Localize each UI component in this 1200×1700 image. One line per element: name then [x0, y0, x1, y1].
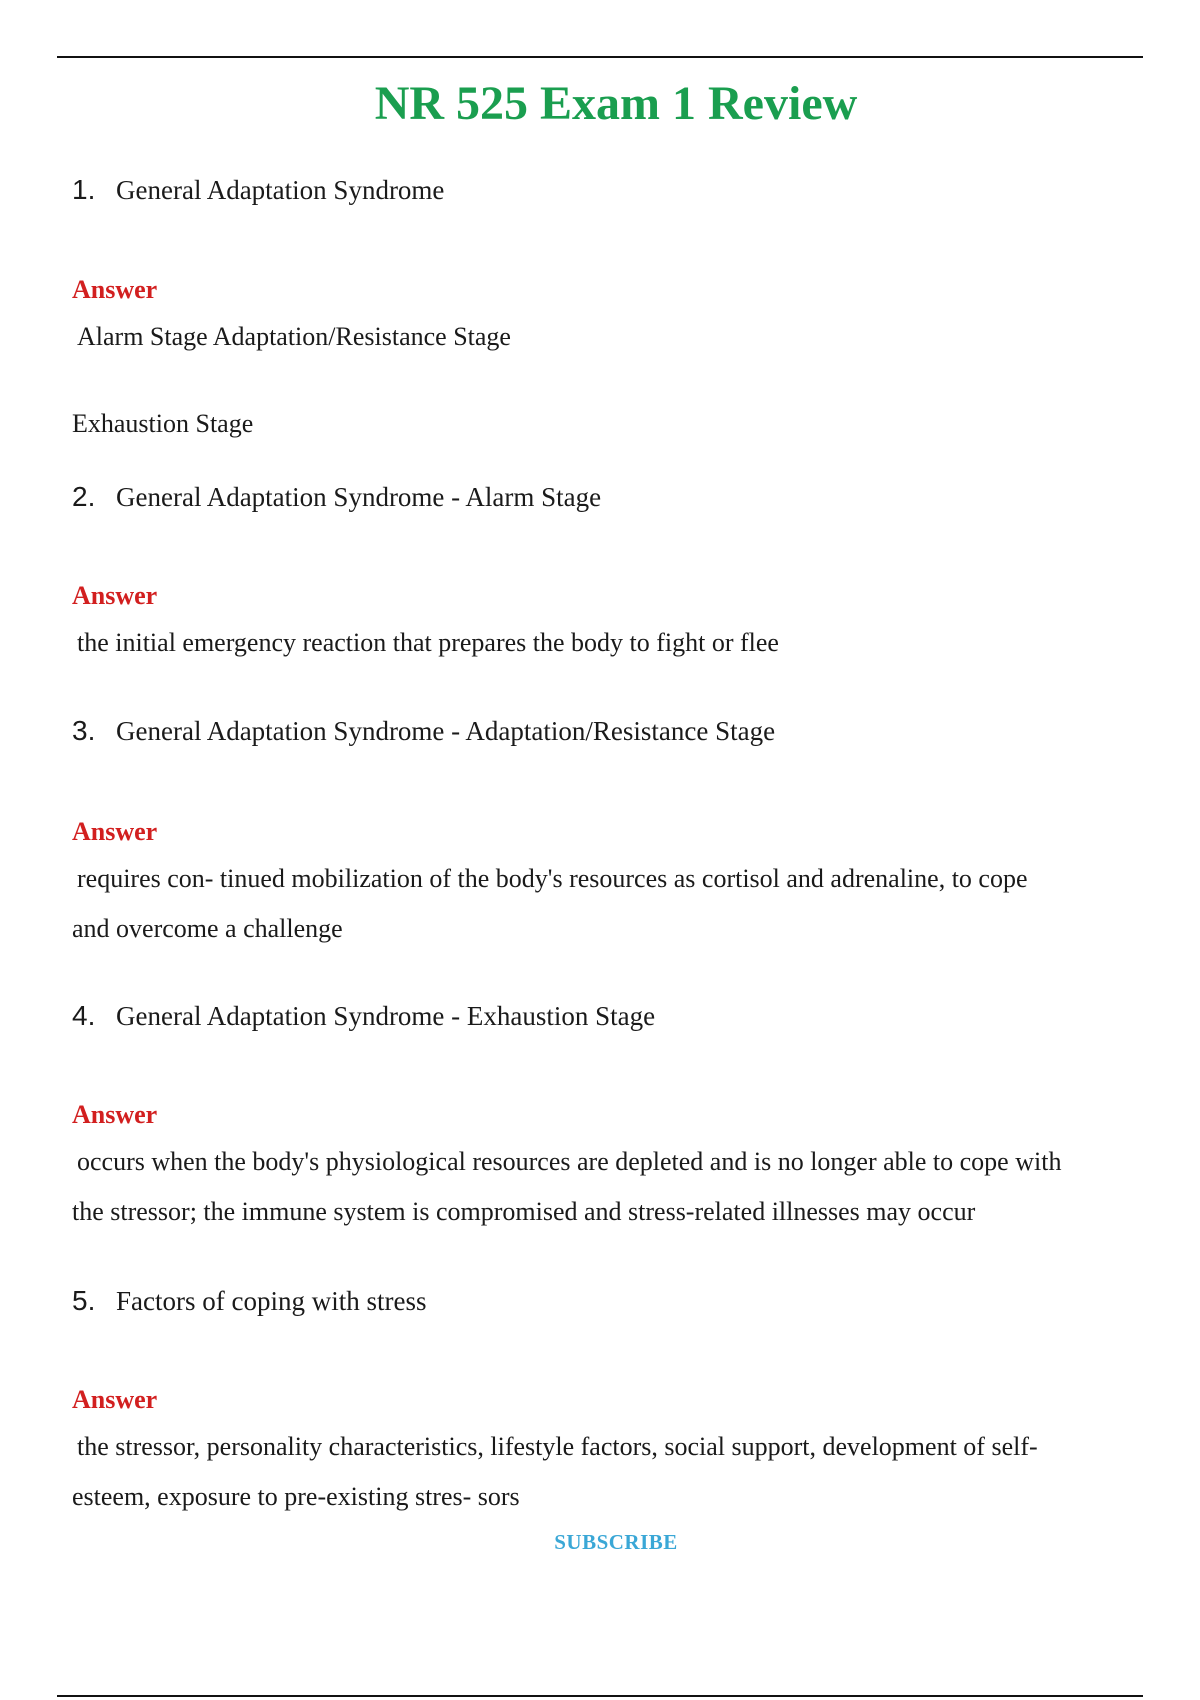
answer-label: Answer	[72, 817, 158, 846]
answer-text-1a	[72, 312, 1132, 362]
answer-block-3	[72, 816, 1132, 848]
question-text: Factors of coping with stress	[116, 1286, 427, 1316]
bottom-rule	[57, 1695, 1143, 1697]
subscribe-link[interactable]: SUBSCRIBE	[554, 1530, 678, 1554]
question-number: 4.	[72, 1000, 96, 1031]
answer-line: requires con- tinued mobilization of the body's resources as cortisol and adrenaline, to cope	[77, 864, 1028, 893]
question-number: 2.	[72, 481, 96, 512]
qa-item-2	[72, 479, 1132, 515]
answer-label: Answer	[72, 1385, 158, 1414]
question	[72, 172, 1132, 208]
answer-line: the stressor, personality characteristics, lifestyle factors, social support, development of self-	[77, 1432, 1038, 1461]
answer-text-4	[72, 1137, 1132, 1237]
question	[72, 1283, 1132, 1319]
qa-item-1	[72, 172, 1132, 208]
qa-item-5	[72, 1283, 1132, 1319]
answer-block-2	[72, 580, 1132, 612]
question-text: General Adaptation Syndrome - Adaptation/Resistance Stage	[116, 716, 776, 746]
answer-line: Alarm Stage Adaptation/Resistance Stage	[77, 322, 511, 351]
page-title: NR 525 Exam 1 Review	[374, 77, 858, 130]
answer-label: Answer	[72, 581, 158, 610]
question-number: 1.	[72, 174, 96, 205]
answer-text-2	[72, 618, 1132, 668]
qa-item-3	[72, 713, 1132, 749]
answer-block-4	[72, 1099, 1132, 1131]
question-number: 3.	[72, 715, 96, 746]
answer-label: Answer	[72, 275, 158, 304]
question	[72, 998, 1132, 1034]
answer-line: Exhaustion Stage	[72, 409, 254, 438]
answer-line: esteem, exposure to pre-existing stres- sors	[72, 1482, 520, 1511]
answer-block-1	[72, 274, 1132, 306]
answer-line: and overcome a challenge	[72, 914, 343, 943]
top-rule	[57, 56, 1143, 58]
answer-text-3	[72, 854, 1132, 954]
answer-line: the stressor; the immune system is compromised and stress-related illnesses may occur	[72, 1197, 976, 1226]
answer-line: occurs when the body's physiological resources are depleted and is no longer able to cope with	[77, 1147, 1062, 1176]
question-text: General Adaptation Syndrome	[116, 175, 445, 205]
question-number: 5.	[72, 1285, 96, 1316]
question-text: General Adaptation Syndrome - Exhaustion Stage	[116, 1001, 656, 1031]
answer-line: the initial emergency reaction that prepares the body to fight or flee	[77, 628, 779, 657]
answer-text-1b	[72, 399, 1132, 449]
answer-text-5	[72, 1422, 1132, 1522]
answer-block-5	[72, 1384, 1132, 1416]
answer-label: Answer	[72, 1100, 158, 1129]
question	[72, 713, 1132, 749]
question-text: General Adaptation Syndrome - Alarm Stage	[116, 482, 602, 512]
qa-item-4	[72, 998, 1132, 1034]
question	[72, 479, 1132, 515]
